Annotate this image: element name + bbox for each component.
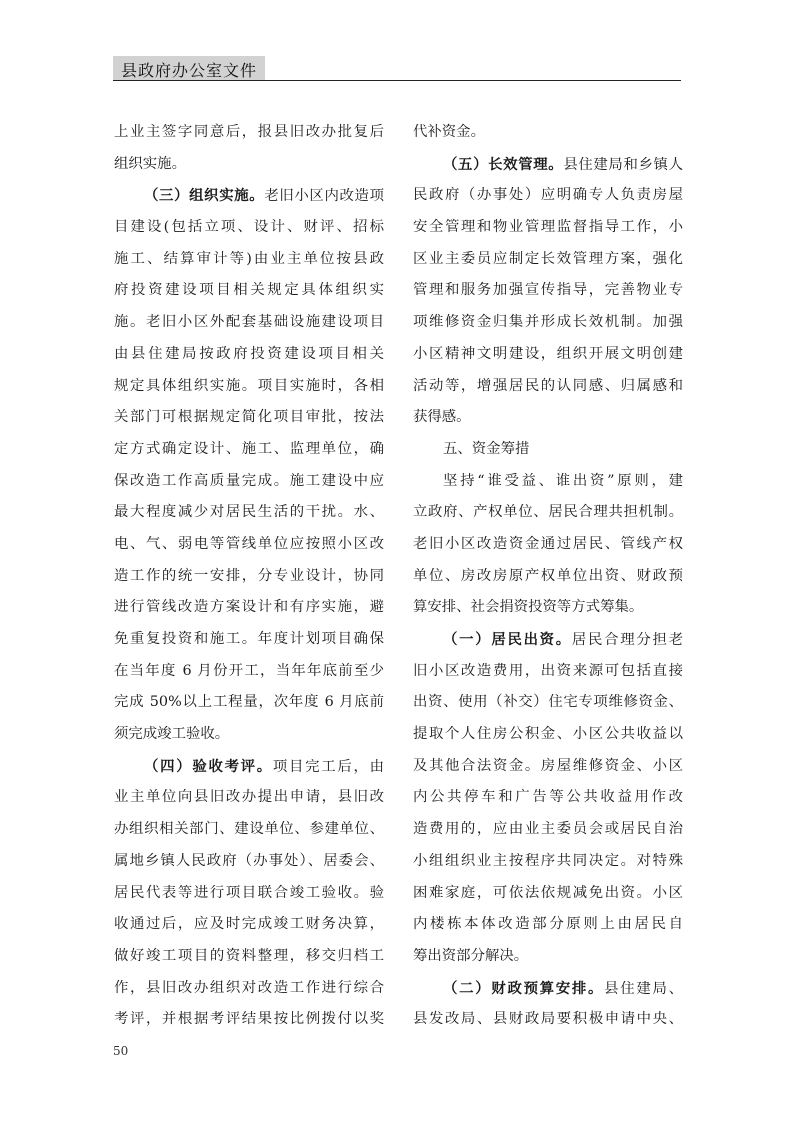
text-line	[114, 371, 384, 403]
line-text: 规定具体组织实施。项目实施时，各相	[114, 377, 384, 394]
text-line	[413, 878, 683, 910]
line-text: 民政府（办事处）应明确专人负责房屋	[413, 187, 683, 204]
text-line	[413, 402, 683, 434]
text-line	[114, 466, 384, 498]
line-text: 完成 50%以上工程量，次年度 6 月底前	[114, 694, 384, 711]
line-text: 提取个人住房公积金、小区公共收益以	[413, 726, 683, 743]
line-text: 做好竣工项目的资料整理，移交归档工	[114, 947, 384, 964]
text-line	[413, 434, 683, 466]
line-text: 项维修资金归集并形成长效机制。加强	[413, 314, 683, 331]
text-line	[413, 561, 683, 593]
text-line	[114, 244, 384, 276]
line-text: 造费用的，应由业主委员会或居民自治	[413, 821, 683, 838]
line-text: 代补资金。	[413, 124, 485, 140]
line-text: 安全管理和物业管理监督指导工作，小	[413, 219, 683, 236]
line-text: 施工、结算审计等)由业主单位按县政	[114, 250, 384, 267]
line-text: 旧小区改造费用，出资来源可包括直接	[413, 662, 683, 679]
line-text: 区业主委员应制定长效管理方案，强化	[413, 250, 683, 267]
text-line	[114, 561, 384, 593]
document-header-title: 县政府办公室文件	[121, 61, 258, 80]
line-text: 坚持“谁受益、谁出资”原则，建	[443, 472, 683, 489]
line-text: 业主单位向县旧改办提出申请，县旧改	[114, 789, 384, 806]
header-rule	[113, 80, 681, 81]
line-text: 属地乡镇人民政府（办事处）、居委会、	[114, 852, 384, 869]
line-text: 获得感。	[413, 409, 471, 426]
text-line	[114, 878, 384, 910]
line-text: 困难家庭，可依法依规减免出资。小区	[413, 884, 683, 901]
text-line	[114, 909, 384, 941]
line-text: 目建设(包括立项、设计、财评、招标	[114, 219, 384, 236]
text-line	[114, 434, 384, 466]
line-text: 造工作的统一安排，分专业设计，协同	[114, 567, 384, 584]
line-text: 内公共停车和广告等公共收益用作改	[413, 789, 683, 806]
line-text: 内楼栋本体改造部分原则上由居民自	[413, 916, 683, 933]
text-line	[413, 180, 683, 212]
text-line	[114, 846, 384, 878]
text-line	[413, 624, 683, 656]
line-text: 作，县旧改办组织对改造工作进行综合	[114, 979, 384, 996]
text-line	[413, 656, 683, 688]
text-line	[114, 402, 384, 434]
section-heading: （二）财政预算安排。	[443, 979, 605, 997]
line-text: 老旧小区改造资金通过居民、管线产权	[413, 535, 683, 552]
text-line	[413, 751, 683, 783]
line-text: 老旧小区内改造项	[264, 188, 384, 205]
text-line	[413, 1004, 683, 1036]
section-heading: （四）验收考评。	[144, 757, 273, 775]
text-line	[114, 782, 384, 814]
text-line	[114, 941, 384, 973]
line-text: 小区精神文明建设，组织开展文明创建	[413, 345, 683, 362]
text-line	[114, 973, 384, 1005]
line-text: 县住建局、	[604, 980, 683, 997]
line-text: 电、气、弱电等管线单位应按照小区改	[114, 535, 384, 552]
line-text: 进行管线改造方案设计和有序实施，避	[114, 599, 384, 616]
section-heading: （三）组织实施。	[144, 187, 265, 205]
section-heading: （一）居民出资。	[443, 631, 572, 648]
line-text: 居民合理分担老	[571, 632, 683, 648]
line-text: 出资、使用（补交）住宅专项维修资金、	[413, 694, 683, 711]
text-line	[413, 782, 683, 814]
line-text: 县发改局、县财政局要积极申请中央、	[413, 1011, 683, 1028]
line-text: 在当年度 6 月份开工，当年年底前至少	[114, 662, 384, 679]
text-line	[413, 371, 683, 403]
line-text: 府投资建设项目相关规定具体组织实	[114, 282, 384, 299]
section-heading: （五）长效管理。	[443, 155, 564, 173]
line-text: 须完成竣工验收。	[114, 726, 230, 743]
line-text: 县住建局和乡镇人	[563, 156, 683, 173]
page-number: 50	[113, 1044, 129, 1058]
text-line	[413, 497, 683, 529]
text-line	[114, 339, 384, 371]
text-line	[413, 244, 683, 276]
line-text: 项目完工后，由	[272, 758, 384, 775]
line-text: 最大程度减少对居民生活的干扰。水、	[114, 504, 384, 521]
text-line	[114, 529, 384, 561]
right-text-column	[413, 117, 683, 1036]
line-text: 免重复投资和施工。年度计划项目确保	[114, 631, 384, 647]
line-text: 及其他合法资金。房屋维修资金、小区	[413, 757, 683, 774]
line-text: 施。老旧小区外配套基础设施建设项目	[114, 314, 384, 331]
line-text: 由县住建局按政府投资建设项目相关	[114, 345, 384, 362]
line-text: 考评，并根据考评结果按比例拨付以奖	[114, 1011, 384, 1028]
text-line	[413, 719, 683, 751]
text-line	[114, 719, 384, 751]
text-line	[413, 339, 683, 371]
line-text: 小组组织业主按程序共同决定。对特殊	[413, 852, 683, 869]
line-text: 关部门可根据规定简化项目审批，按法	[114, 409, 384, 426]
line-text: 居民代表等进行项目联合竣工验收。验	[114, 884, 384, 901]
text-line	[114, 307, 384, 339]
text-line	[413, 212, 683, 244]
text-line	[114, 751, 384, 783]
text-line	[413, 592, 683, 624]
text-line	[114, 814, 384, 846]
line-text: 收通过后，应及时完成竣工财务决算，	[114, 916, 384, 933]
line-text: 筹出资部分解决。	[413, 947, 529, 964]
text-line	[413, 846, 683, 878]
text-line	[114, 624, 384, 656]
text-line	[114, 149, 384, 181]
text-line	[114, 180, 384, 212]
text-line	[114, 592, 384, 624]
line-text: 立政府、产权单位、居民合理共担机制。	[413, 504, 683, 521]
line-text: 定方式确定设计、施工、监理单位，确	[114, 440, 384, 457]
text-line	[413, 466, 683, 498]
line-text: 活动等，增强居民的认同感、归属感和	[413, 377, 683, 394]
text-line	[413, 117, 683, 149]
text-line	[413, 814, 683, 846]
text-line	[114, 687, 384, 719]
text-line	[413, 909, 683, 941]
text-line	[114, 1004, 384, 1036]
text-line	[114, 117, 384, 149]
text-line	[114, 212, 384, 244]
text-line	[413, 149, 683, 181]
line-text: 办组织相关部门、建设单位、参建单位、	[114, 821, 384, 838]
text-line	[114, 497, 384, 529]
line-text: 算安排、社会捐资投资等方式筹集。	[413, 599, 644, 616]
text-line	[413, 687, 683, 719]
line-text: 五、资金筹措	[443, 440, 530, 457]
line-text: 保改造工作高质量完成。施工建设中应	[114, 472, 384, 489]
line-text: 上业主签字同意后，报县旧改办批复后	[114, 124, 384, 140]
left-text-column	[114, 117, 384, 1036]
line-text: 组织实施。	[114, 155, 186, 172]
text-line	[413, 529, 683, 561]
line-text: 管理和服务加强宣传指导，完善物业专	[413, 282, 683, 299]
text-line	[114, 275, 384, 307]
text-line	[413, 973, 683, 1005]
text-line	[114, 656, 384, 688]
text-line	[413, 275, 683, 307]
line-text: 单位、房改房原产权单位出资、财政预	[413, 567, 683, 584]
text-line	[413, 941, 683, 973]
text-line	[413, 307, 683, 339]
